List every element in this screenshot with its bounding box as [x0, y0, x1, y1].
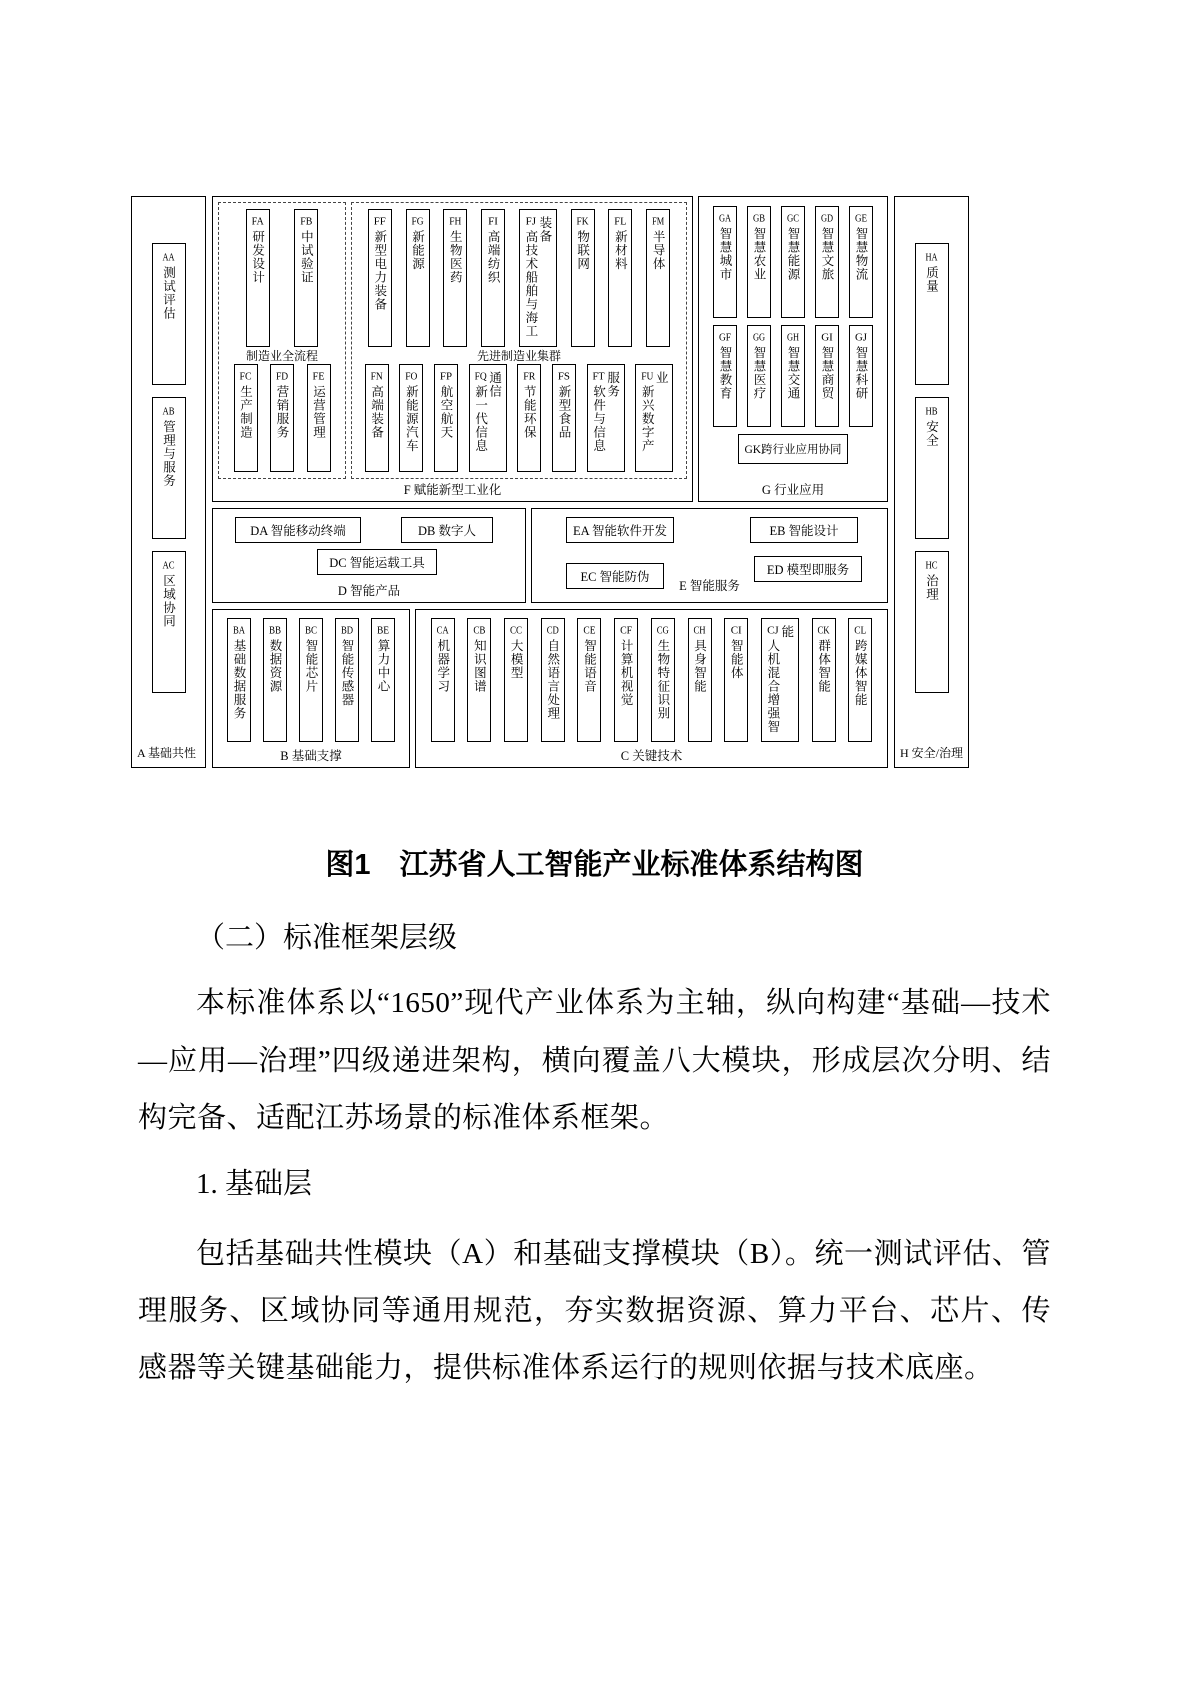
- item-label: 机器学习: [435, 639, 450, 693]
- standard-item-box: [915, 243, 949, 385]
- item-code: BE: [376, 625, 390, 636]
- standard-item-box: [915, 551, 949, 693]
- item-label: 软件与信息服务: [591, 371, 620, 453]
- item-code: BB: [268, 625, 282, 636]
- standard-item-box: [688, 618, 712, 742]
- standard-item-box: [227, 618, 251, 742]
- item-code: FN: [370, 371, 383, 382]
- standard-item-box: [504, 618, 528, 742]
- item-code: FB: [300, 216, 313, 227]
- standard-item-box: [294, 209, 318, 347]
- gk-cross-industry-box: GK跨行业应用协同: [738, 434, 847, 464]
- paragraph-overview: 本标准体系以“1650”现代产业体系为主轴，纵向构建“基础—技术—应用—治理”四级递进架构，横向覆盖八大模块，形成层次分明、结构完备、适配江苏场景的标准体系框架。: [138, 987, 1051, 1134]
- item-code: GF: [718, 332, 732, 343]
- standard-item-box: [614, 618, 638, 742]
- item-label: 半导体: [651, 230, 666, 271]
- standard-item-box: [781, 206, 805, 318]
- item-label: 智能传感器: [340, 639, 354, 707]
- section-heading-framework-levels: （二）标准框架层级: [196, 922, 458, 954]
- module-g-label: G 行业应用: [761, 483, 825, 497]
- standard-item-box: [747, 325, 771, 427]
- standard-item-box: [747, 206, 771, 318]
- item-label: 新能源汽车: [404, 385, 419, 453]
- item-code: AC: [162, 560, 175, 571]
- item-code: CA: [436, 625, 449, 636]
- flow-bottom-row: [221, 364, 343, 472]
- standard-item-box: [234, 364, 258, 472]
- standard-item-box: [587, 364, 625, 472]
- item-label: 新一代信息通信: [473, 371, 502, 453]
- flow-group-label: 制造业全流程: [245, 349, 318, 363]
- box-ec-ai-anticounterfeit: EC 智能防伪: [566, 563, 664, 589]
- module-a-basic-commonality: [131, 196, 206, 768]
- module-g-industry-applications: [698, 196, 888, 502]
- flow-top-row: [221, 209, 343, 347]
- figure-caption: 图1 江苏省人工智能产业标准体系结构图: [325, 849, 864, 881]
- standard-item-box: [541, 618, 565, 742]
- item-label: 区域协同: [161, 574, 176, 628]
- advanced-manufacturing-cluster-group: [351, 202, 687, 479]
- item-label: 管理与服务: [161, 420, 176, 488]
- standard-item-box: [651, 618, 675, 742]
- item-label: 智慧农业: [752, 227, 766, 281]
- item-label: 智慧交通: [786, 346, 800, 400]
- item-code: HC: [925, 560, 938, 571]
- item-code: FD: [275, 371, 289, 382]
- item-code: FA: [251, 216, 264, 227]
- item-label: 生产制造: [238, 385, 253, 439]
- item-label: 测试评估: [161, 266, 176, 320]
- module-d-label: D 智能产品: [337, 584, 401, 598]
- standard-item-box: [571, 209, 595, 347]
- item-code: FS: [557, 371, 570, 382]
- standard-item-box: [307, 364, 331, 472]
- item-label: 人机混合增强智能: [765, 625, 794, 734]
- item-label: 新能源: [410, 230, 425, 271]
- item-code: CE: [583, 625, 596, 636]
- item-label: 计算机视觉: [619, 639, 634, 707]
- standard-item-box: [848, 618, 872, 742]
- module-h-safety-governance: [894, 196, 969, 768]
- standard-item-box: [246, 209, 270, 347]
- standard-item-box: [299, 618, 323, 742]
- item-code: CJ: [767, 625, 779, 636]
- item-code: BD: [340, 625, 354, 636]
- item-code: AB: [162, 406, 175, 417]
- standard-item-box: [552, 364, 576, 472]
- module-c-key-technologies: [415, 609, 888, 768]
- manufacturing-full-process-group: [218, 202, 346, 479]
- item-code: FF: [373, 216, 386, 227]
- module-h-items: [915, 243, 949, 693]
- cluster-top-row: [354, 209, 684, 347]
- item-label: 节能环保: [522, 385, 537, 439]
- standard-item-box: [815, 206, 839, 318]
- item-code: FL: [614, 216, 627, 227]
- item-code: GJ: [854, 332, 868, 343]
- document-text-block: [138, 842, 1051, 1397]
- item-code: FT: [592, 371, 605, 382]
- item-label: 基础数据服务: [232, 639, 246, 720]
- item-label: 航空航天: [438, 385, 453, 439]
- item-label: 智能语音: [582, 639, 597, 693]
- item-code: FI: [488, 216, 498, 227]
- item-code: GH: [786, 332, 800, 343]
- item-code: GE: [854, 213, 868, 224]
- item-label: 知识图谱: [472, 639, 487, 693]
- row-b-c: [212, 609, 888, 768]
- item-code: FC: [239, 371, 252, 382]
- standard-item-box: [781, 325, 805, 427]
- paragraph-base-layer: 包括基础共性模块（A）和基础支撑模块（B）。统一测试评估、管理服务、区域协同等通用规范，夯实数据资源、算力平台、芯片、传感器等关键基础能力，提供标准体系运行的规则依据与技术底座。: [138, 1237, 1051, 1385]
- standard-item-box: [406, 209, 430, 347]
- item-code: CL: [854, 625, 867, 636]
- module-d-smart-products: [212, 508, 526, 603]
- item-code: GD: [820, 213, 834, 224]
- item-label: 运营管理: [311, 385, 326, 439]
- standard-item-box: [335, 618, 359, 742]
- item-code: GC: [786, 213, 800, 224]
- standard-item-box: [815, 325, 839, 427]
- subsection-heading-base-layer: 1. 基础层: [196, 1167, 313, 1200]
- box-eb-ai-design: EB 智能设计: [750, 517, 858, 543]
- cluster-group-label: 先进制造业集群: [476, 349, 561, 363]
- item-label: 新型食品: [556, 385, 571, 439]
- standard-item-box: [646, 209, 670, 347]
- item-label: 智慧科研: [854, 346, 868, 400]
- b-items-row: [215, 618, 407, 742]
- item-label: 算力中心: [376, 639, 390, 693]
- item-label: 中试验证: [299, 230, 314, 284]
- item-label: 智能芯片: [304, 639, 318, 693]
- g-row-1: [703, 206, 883, 318]
- module-e-smart-services: [531, 508, 888, 603]
- cluster-bottom-row: [354, 364, 684, 472]
- item-label: 新材料: [613, 230, 628, 271]
- item-label: 具身智能: [692, 639, 707, 693]
- module-a-label: A 基础共性: [137, 746, 197, 760]
- item-label: 智慧物流: [854, 227, 868, 281]
- item-label: 智能体: [729, 639, 744, 680]
- standard-item-box: [152, 551, 186, 693]
- box-da-smart-mobile-terminal: DA 智能移动终端: [235, 517, 361, 543]
- item-label: 研发设计: [250, 230, 265, 284]
- standard-item-box: [263, 618, 287, 742]
- item-label: 跨媒体智能: [853, 639, 868, 707]
- standard-item-box: [152, 243, 186, 385]
- item-label: 高端装备: [369, 385, 384, 439]
- item-label: 质量: [924, 266, 939, 293]
- item-label: 智慧医疗: [752, 346, 766, 400]
- module-b-basic-support: [212, 609, 410, 768]
- item-code: GA: [718, 213, 732, 224]
- item-code: FQ: [474, 371, 487, 382]
- g-row-2: [703, 325, 883, 427]
- box-ea-ai-software-dev: EA 智能软件开发: [566, 517, 674, 543]
- standard-item-box: [481, 209, 505, 347]
- item-code: GB: [752, 213, 766, 224]
- item-label: 智慧商贸: [820, 346, 834, 400]
- standard-item-box: [368, 209, 392, 347]
- standards-structure-diagram: [131, 196, 969, 768]
- standard-item-box: [431, 618, 455, 742]
- item-code: FP: [439, 371, 453, 382]
- item-code: BC: [304, 625, 318, 636]
- item-code: GG: [752, 332, 766, 343]
- item-code: CI: [730, 625, 742, 636]
- standard-item-box: [608, 209, 632, 347]
- item-code: CH: [693, 625, 706, 636]
- standard-item-box: [577, 618, 601, 742]
- item-code: CF: [620, 625, 633, 636]
- standard-item-box: [443, 209, 467, 347]
- standard-item-box: [713, 325, 737, 427]
- item-label: 数据资源: [268, 639, 282, 693]
- item-label: 物联网: [575, 230, 590, 271]
- item-code: FJ: [525, 216, 537, 227]
- item-code: GI: [821, 332, 833, 343]
- item-code: BA: [232, 625, 246, 636]
- item-label: 智慧教育: [718, 346, 732, 400]
- standard-item-box: [724, 618, 748, 742]
- item-label: 治理: [924, 574, 939, 601]
- standard-item-box: [469, 364, 507, 472]
- item-code: CK: [817, 625, 830, 636]
- item-label: 智慧城市: [718, 227, 732, 281]
- standard-item-box: [915, 397, 949, 539]
- item-code: CC: [510, 625, 523, 636]
- item-code: CB: [473, 625, 486, 636]
- item-code: FE: [312, 371, 325, 382]
- module-a-items: [152, 243, 186, 693]
- item-label: 安全: [924, 420, 939, 447]
- item-label: 群体智能: [816, 639, 831, 693]
- item-label: 生物医药: [448, 230, 463, 284]
- item-code: FH: [449, 216, 462, 227]
- box-ed-model-as-service: ED 模型即服务: [754, 556, 862, 582]
- item-code: HB: [925, 406, 938, 417]
- item-label: 生物特征识别: [655, 639, 670, 720]
- item-code: FU: [641, 371, 654, 382]
- item-label: 高技术船舶与海工装备: [523, 216, 552, 338]
- item-code: FR: [523, 371, 536, 382]
- module-e-label: E 智能服务: [679, 579, 740, 593]
- item-label: 智慧文旅: [820, 227, 834, 281]
- item-label: 大模型: [509, 639, 524, 680]
- item-code: AA: [162, 252, 175, 263]
- standard-item-box: [812, 618, 836, 742]
- standard-item-box: [849, 206, 873, 318]
- module-f-new-industrialization: [212, 196, 693, 502]
- standard-item-box: [399, 364, 423, 472]
- item-code: FG: [411, 216, 424, 227]
- module-c-label: C 关键技术: [620, 749, 683, 763]
- box-db-digital-human: DB 数字人: [401, 517, 493, 543]
- item-code: FM: [652, 216, 665, 227]
- item-label: 智慧能源: [786, 227, 800, 281]
- standard-item-box: [713, 206, 737, 318]
- module-f-label: F 赋能新型工业化: [403, 483, 502, 497]
- item-code: CG: [656, 625, 669, 636]
- item-label: 新兴数字产业: [640, 371, 669, 453]
- standard-item-box: [152, 397, 186, 539]
- standard-item-box: [371, 618, 395, 742]
- item-code: HA: [925, 252, 938, 263]
- standard-item-box: [849, 325, 873, 427]
- item-label: 自然语言处理: [545, 639, 560, 720]
- row-d-e: [212, 508, 888, 603]
- standard-item-box: [761, 618, 799, 742]
- item-label: 营销服务: [275, 385, 289, 439]
- item-label: 新型电力装备: [372, 230, 387, 311]
- standard-item-box: [365, 364, 389, 472]
- item-label: 高端纺织: [486, 230, 501, 284]
- standard-item-box: [467, 618, 491, 742]
- module-b-label: B 基础支撑: [280, 749, 342, 763]
- standard-item-box: [517, 364, 541, 472]
- standard-item-box: [519, 209, 557, 347]
- module-h-label: H 安全/治理: [900, 746, 964, 760]
- row-f-g: [212, 196, 888, 502]
- item-code: FK: [576, 216, 589, 227]
- item-code: CD: [546, 625, 559, 636]
- c-items-row: [418, 618, 885, 742]
- standard-item-box: [635, 364, 673, 472]
- standard-item-box: [270, 364, 294, 472]
- standard-item-box: [434, 364, 458, 472]
- diagram-middle-column: [212, 196, 888, 768]
- box-dc-smart-vehicle: DC 智能运载工具: [317, 549, 437, 575]
- item-code: FO: [405, 371, 418, 382]
